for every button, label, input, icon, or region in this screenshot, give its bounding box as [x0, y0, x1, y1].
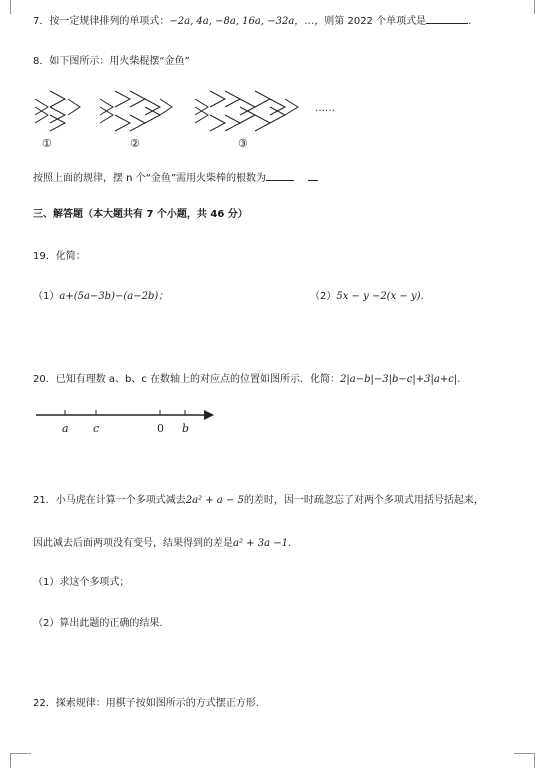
- q20-expr: 2|a−b|−3|b−c|+3|a+c|.: [340, 374, 461, 385]
- question-21-line-1: [33, 494, 484, 508]
- axis-label-0: 0: [157, 422, 164, 435]
- question-7: [33, 12, 471, 29]
- question-19-part-2: [310, 290, 424, 304]
- question-8-intro: 8．如下图所示：用火柴棍摆“金鱼”: [33, 56, 190, 67]
- q7-end: .: [468, 16, 472, 27]
- section-3-title: 三、解答题（本大题共有 7 个小题，共 46 分）: [33, 209, 248, 220]
- q21-line2-b: .: [287, 538, 292, 549]
- q19-part1-expr: a+(5a−3b)−(a−2b)；: [59, 291, 169, 302]
- question-22: 22．探索规律：用棋子按如图所示的方式摆正方形.: [33, 698, 259, 709]
- q21-line1-a: 21．小马虎在计算一个多项式减去: [33, 495, 186, 506]
- q21-line1-expr: 2a² + a − 5: [185, 495, 244, 506]
- q21-line1-b: 的差时，因一时疏忽忘了对两个多项式用括号括起来，: [243, 495, 484, 506]
- question-21-line-2: [33, 537, 291, 551]
- page-corner-mark: [520, 0, 535, 14]
- answer-blank: [308, 169, 318, 181]
- question-8-prompt: [33, 169, 318, 186]
- question-20: [33, 373, 460, 387]
- axis-label-b: b: [182, 422, 190, 435]
- q7-suffix: 则第 2022 个单项式是: [324, 16, 427, 27]
- q8-question: 按照上面的规律，摆 n 个“金鱼”需用火柴棒的根数为: [33, 173, 267, 184]
- fish-label-1: ①: [42, 137, 52, 150]
- page-corner-mark: [10, 753, 31, 768]
- matchstick-fish-figure: [30, 85, 360, 155]
- fish-figure-3: [195, 91, 298, 131]
- q20-text: 20．已知有理数 a、b、c 在数轴上的对应点的位置如图所示．化简：: [33, 374, 341, 385]
- fish-label-3: ③: [238, 137, 248, 150]
- q19-part2-label: （2）: [310, 291, 337, 302]
- q7-sequence: −2a, 4a, −8a, 16a, −32a，…，: [169, 16, 325, 27]
- fish-figure-2: [100, 91, 172, 131]
- page-corner-mark: [514, 753, 535, 768]
- answer-blank: [426, 12, 468, 24]
- question-19-title: 19．化简：: [33, 251, 86, 262]
- q19-part2-expr: 5x − y −2(x − y).: [336, 291, 424, 302]
- question-19-part-1: [33, 290, 168, 304]
- q21-line2-expr: a² + 3a −1: [233, 538, 288, 549]
- axis-label-c: c: [93, 422, 100, 435]
- question-21-part-2: （2）算出此题的正确的结果.: [33, 618, 163, 629]
- number-line-arrow: [204, 410, 214, 420]
- q19-part1-label: （1）: [33, 291, 60, 302]
- question-21-part-1: （1）求这个多项式；: [33, 577, 130, 588]
- q7-prefix: 7．按一定规律排列的单项式：: [33, 16, 170, 27]
- fish-ellipsis: ……: [315, 103, 335, 114]
- q21-line2-a: 因此减去后面两项没有变号，结果得到的差是: [33, 538, 233, 549]
- fish-figure-1: [35, 91, 80, 131]
- number-line: [30, 405, 230, 437]
- page-corner-mark: [10, 0, 25, 14]
- answer-blank: [266, 169, 294, 181]
- axis-label-a: a: [62, 422, 69, 435]
- fish-label-2: ②: [130, 137, 140, 150]
